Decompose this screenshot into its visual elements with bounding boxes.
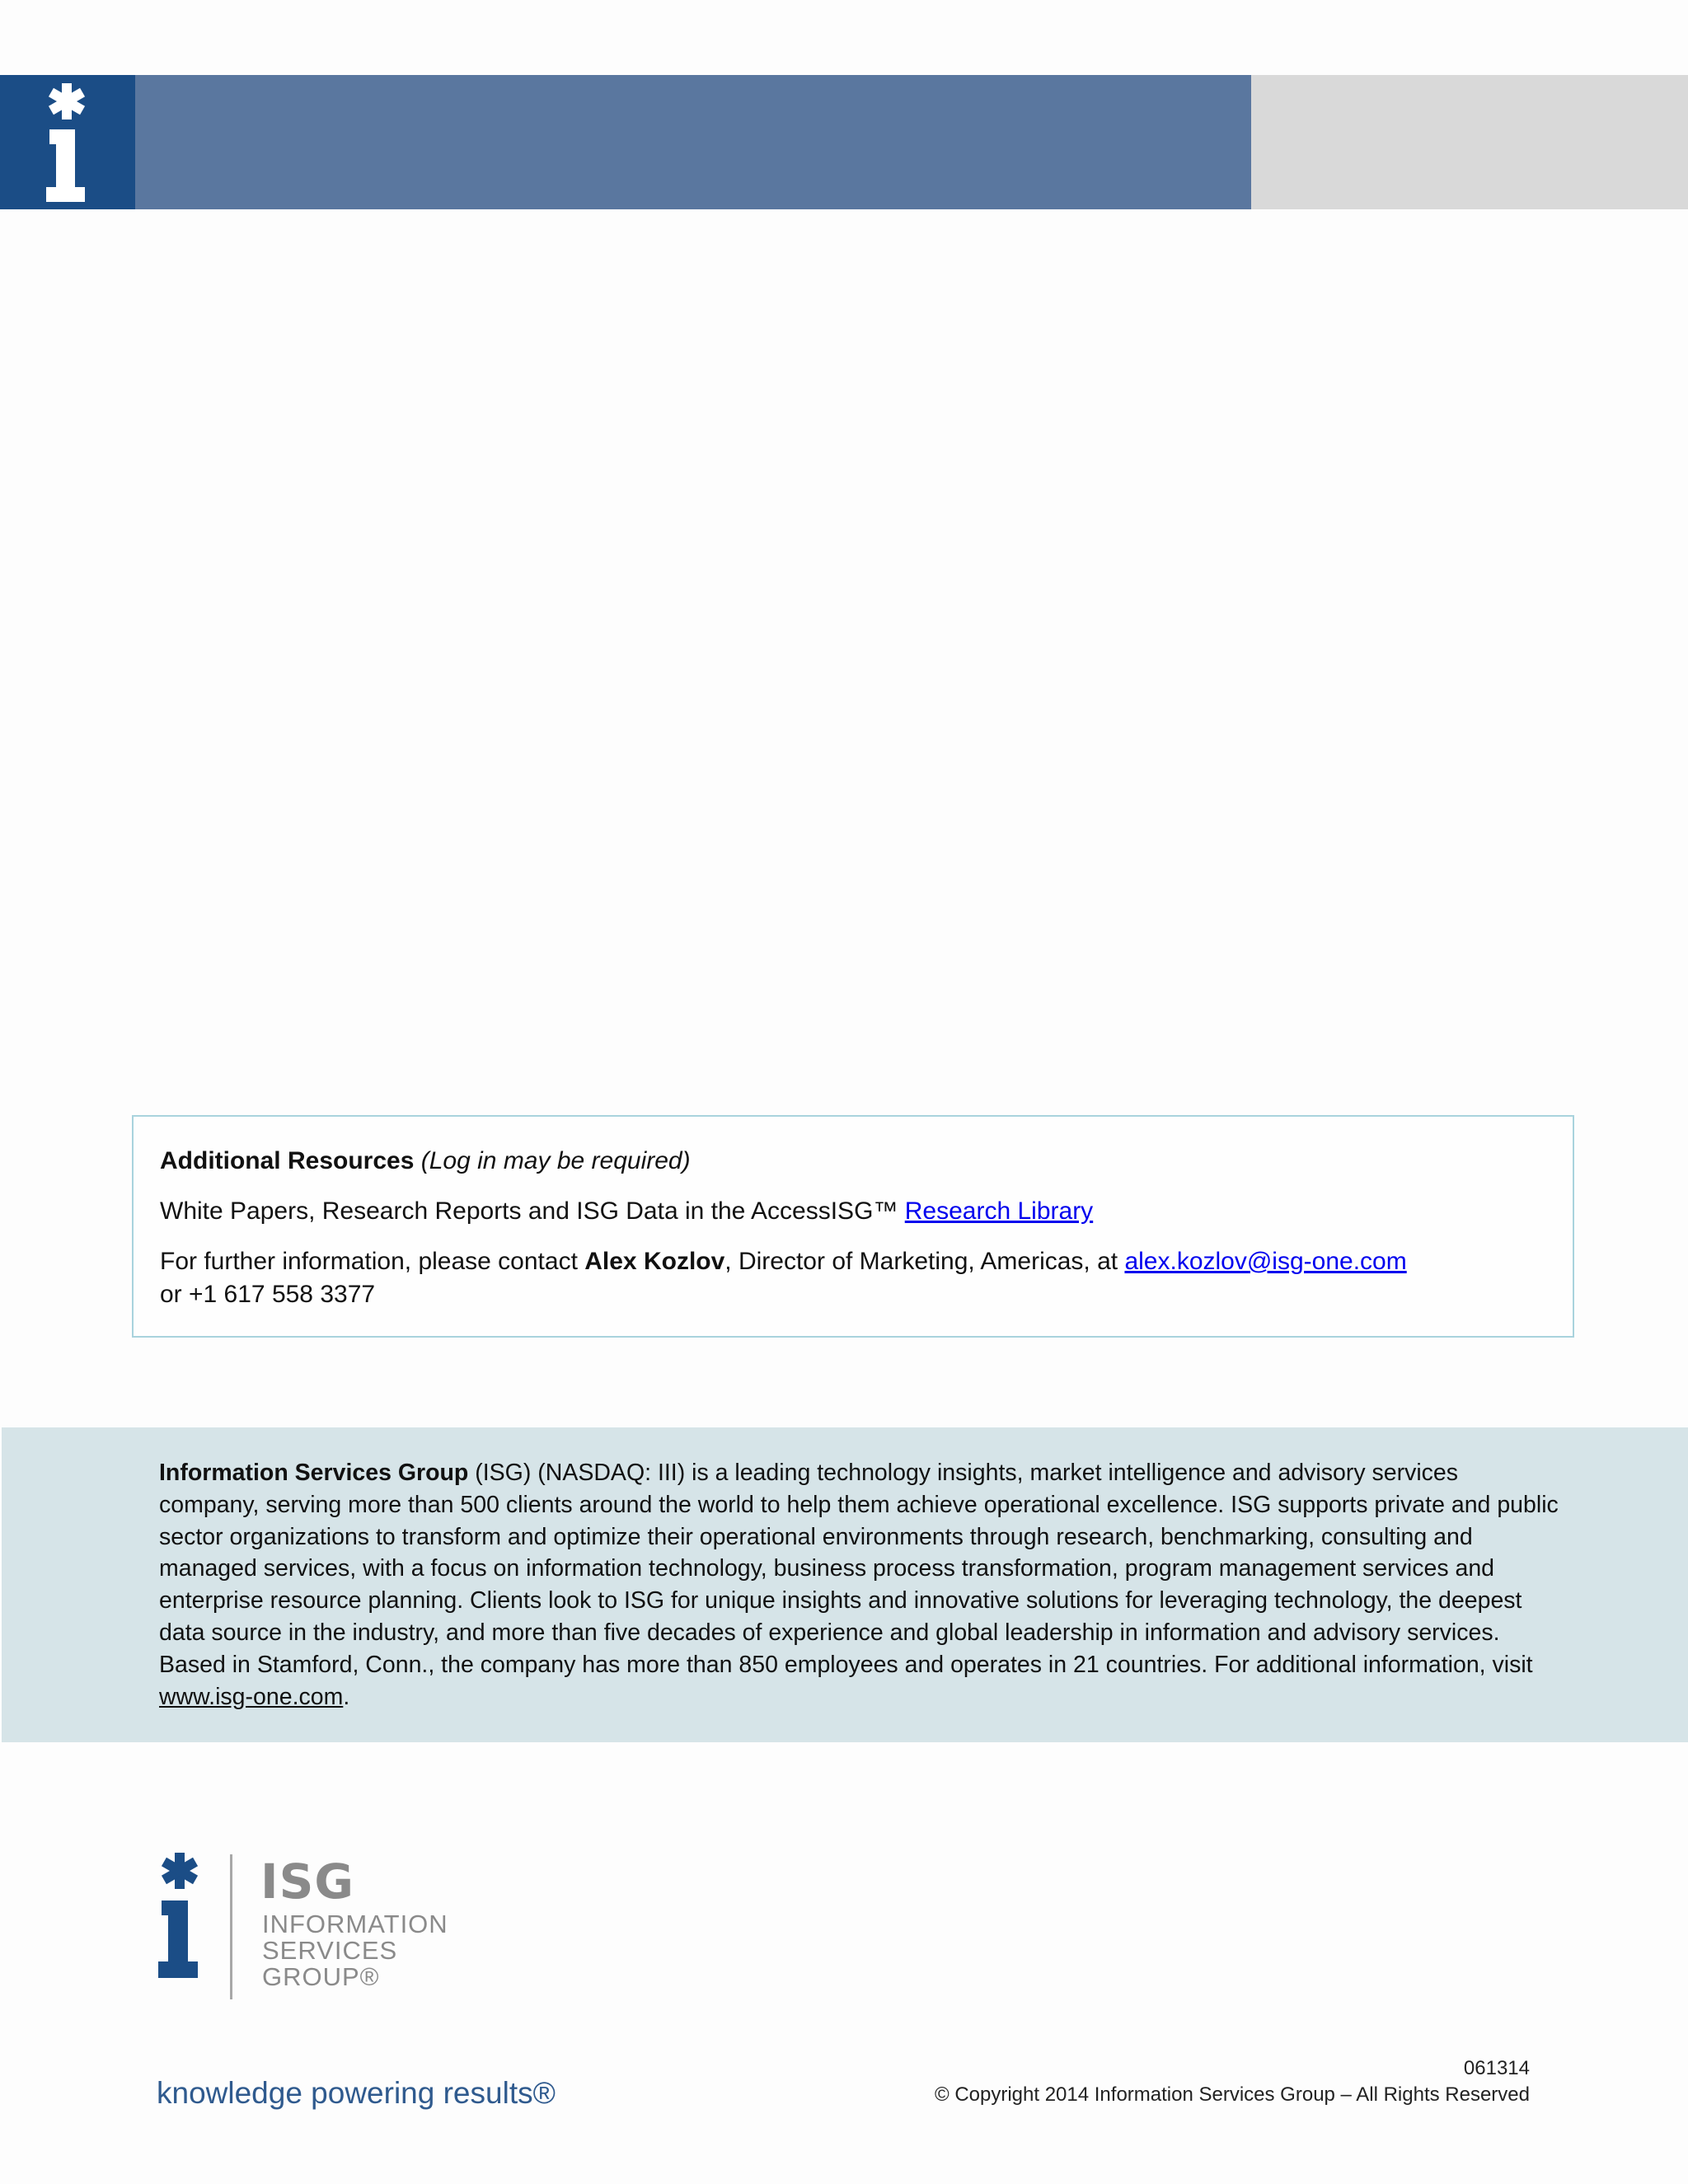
about-company-name: Information Services Group — [159, 1460, 469, 1486]
contact-name: Alex Kozlov — [584, 1248, 725, 1275]
brand-line-1: INFORMATION — [262, 1910, 448, 1938]
resources-library-text: White Papers, Research Reports and ISG Data in the AccessISG™ — [160, 1197, 905, 1225]
brand-line-2: SERVICES — [262, 1936, 398, 1965]
about-body: (ISG) (NASDAQ: III) is a leading technology insights, market intelligence and advisory services company, serving more than 500 clients around the world to help them achieve operational excellence. ISG supports private and public sector organizations to transform and optimize their operational environments through research, benchmarking, consulting and managed services, with a focus on information technology, business process transformation, program management services and enterprise resource planning. Clients look to ISG for unique insights and innovative solutions for leveraging technology, the deepest data source in the industry, and more than five decades of experience and global leadership in information and advisory services. Based in Stamford, Conn., the company has more than 850 employees and operates in 21 countries. For additional information, visit — [159, 1460, 1559, 1678]
footer-logo-divider — [230, 1854, 232, 1999]
contact-middle: , Director of Marketing, Americas, at — [724, 1248, 1125, 1275]
contact-email-link[interactable]: alex.kozlov@isg-one.com — [1124, 1248, 1407, 1275]
document-number: 061314 — [1463, 2057, 1530, 2079]
resources-contact-line — [160, 1245, 1407, 1278]
resources-title-line — [160, 1145, 691, 1178]
brand-name: ISG — [260, 1854, 354, 1910]
header-blue-bar — [135, 75, 1251, 209]
website-link[interactable]: www.isg-one.com — [159, 1683, 344, 1710]
header-logo-block — [0, 75, 135, 209]
header-gray-bar — [1251, 75, 1688, 209]
about-band — [2, 1427, 1688, 1742]
isg-logo-icon — [45, 83, 89, 202]
contact-phone: or +1 617 558 3377 — [160, 1281, 376, 1308]
copyright-notice: © Copyright 2014 Information Services Group – All Rights Reserved — [934, 2083, 1530, 2106]
header-band — [0, 75, 1688, 209]
brand-line-3: GROUP® — [262, 1962, 380, 1991]
footer-isg-logo-icon — [157, 1853, 203, 1981]
research-library-link[interactable]: Research Library — [904, 1197, 1094, 1225]
contact-prefix: For further information, please contact — [160, 1248, 585, 1275]
additional-resources-box — [132, 1115, 1574, 1338]
resources-title: Additional Resources — [160, 1147, 415, 1174]
tagline: knowledge powering results® — [157, 2076, 556, 2110]
about-end: . — [343, 1683, 350, 1710]
about-paragraph — [159, 1457, 1560, 1713]
resources-title-note: (Log in may be required) — [420, 1147, 691, 1174]
resources-library-line — [160, 1195, 1093, 1228]
